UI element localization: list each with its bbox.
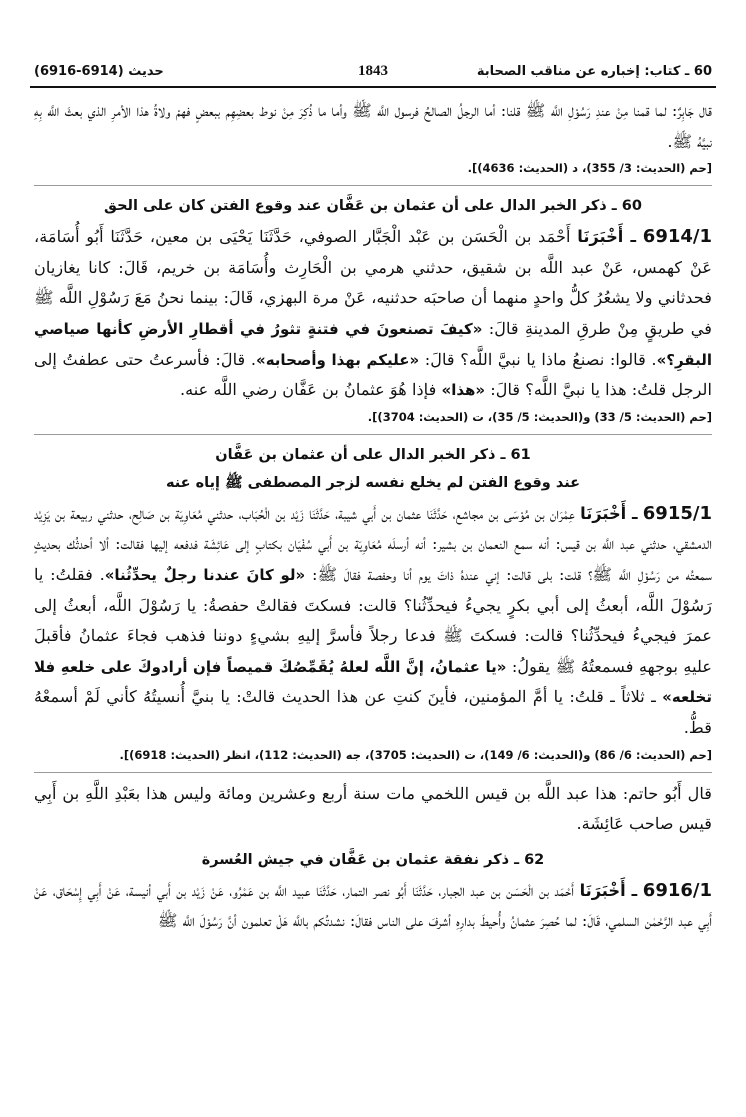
hadith-text: فإذا هُوَ عثمانُ بن عَفَّان رضي اللَّه عنه. (179, 380, 437, 400)
hadith-6915 (34, 499, 712, 744)
prophetic-quote: «كيفَ تصنعونَ في فتنةٍ تثورُ في أقطارِ الأرضِ كأنها صياصي البقرِ؟» (34, 319, 712, 369)
hadith-text: . فقلتُ: يا رَسُوْلَ اللَّه، أبعثُ إلى أبي بكرٍ يجيءُ فيحدِّثُنا؟ قالت: فسكتَ فقالتْ حفصةُ: يا رَسُوْلَ اللَّه، أبعثُ إلى عمرَ فيجيءُ فيحدِّثُنا؟ قالت: فسكتَ ﷺ فدعا رجلاً فأسرَّ إليهِ بشيءٍ دوننا فذهب فجاءَ عثمانُ فأقبلَ عليهِ بوجههِ فسمعتُهُ ﷺ يقولُ: (34, 564, 712, 676)
divider (34, 434, 712, 435)
hadith-text: . قالَ: فأسرعتُ حتى عطفتُ إلى الرجل قلتُ: هذا يا نبيَّ اللَّه؟ قالَ: (34, 349, 712, 400)
prophetic-quote: «يا عثمانُ، إنَّ اللَّه لعلهُ يُقَمِّصُكَ قميصاً فإن أرادوكَ على خلعهِ فلا تخلعه» (34, 657, 712, 707)
hadith-text: . قالوا: نصنعُ ماذا يا نبيَّ اللَّه؟ قالَ: (424, 349, 657, 369)
running-header (34, 58, 712, 84)
hadith-number: 6916/1 (642, 879, 712, 901)
section-title-62: 62 ـ ذكر نفقة عثمان بن عَفَّان في جيش العُسرة (201, 851, 545, 868)
akhbarana: ـ أَخْبَرَنَا (579, 880, 638, 900)
page-number: 1843 (358, 62, 388, 79)
section-title-60: 60 ـ ذكر الخبر الدال على أن عثمان بن عَفَّان عند وقوع الفتن كان على الحق (104, 198, 642, 215)
prophetic-quote: «عليكم بهذا وأصحابه» (256, 350, 420, 369)
hadith-text: ـ ثلاثاً ـ قلتُ: يا أمَّ المؤمنين، فأينَ كنتِ عن هذا الحديث قالتْ: يا بنيَّ أُنسيتُهُ كأني لَمْ أسمعْهُ قطُّ. (34, 687, 712, 737)
divider (34, 772, 712, 773)
prophetic-quote: «هذا» (441, 381, 486, 400)
hadith-number: 6914/1 (642, 226, 712, 248)
hadith-6916 (34, 876, 712, 937)
hadith-text: أَحْمَد بن الْحَسَن بن عبد الجبار، حَدَّثَنَا أَبُو نصر التمار، حَدَّثَنَا عبيد اللَّه بن عَمْرُو، عَنْ زَيْد بن أَبي أنيسة، عَنْ أَبِي إِسْحَاق، عَنْ أَبِي عبد الرَّحْمٰن السلمي، قَالَ: لما حُصِرَ عثمانُ وأُحيطَ بدارِهِ أشرفَ على الناس فقالَ: نشدتُكم باللَّه هَلْ تعلمون أنَّ رَسُوْلَ اللَّه ﷺ (34, 880, 712, 931)
paragraph-abu-hatim: قال أَبُو حاتم: هذا عبد اللَّه بن قيس اللخمي مات سنة أربع وعشرين ومائة وليس هذا بعَبْدِ اللَّهِ بن أَبِي قيس صاحب عَائِشَة. (34, 783, 712, 834)
header-chapter: 60 ـ كتاب: إخباره عن مناقب الصحابة (476, 63, 712, 79)
akhbarana: ـ أَخْبَرَنَا (577, 227, 637, 247)
divider (34, 185, 712, 186)
header-hadith-range: حديث (6914-6916) (34, 63, 164, 79)
header-rule (30, 86, 716, 88)
hadith-text: أَحْمَد بن الْحَسَن بن عَبْد الْجَبَّار الصوفي، حَدَّثَنَا يَحْيَى بن معين، حَدَّثَنَا أَبُو أُسَامَة، عَنْ كهمس، عَنْ عبد اللَّه بن شقيق، حدثني هرمي بن الْحَارِث وأُسَامَة بن خريم، قَالَ: كانا يغازيان فحدثاني ولا يشعُرُ كلُّ واحدٍ منهما أن صاحبَه حدثنيه، عَنْ مرة البهزي، قَالَ: بينما نحنُ مَعَ رَسُوْلِ اللَّه ﷺ في طريقٍ مِنْ طرقِ المدينةِ قالَ: (34, 227, 712, 338)
paragraph-jabir: قال جَابِرٌ: لما قمنا مِنْ عندِ رَسُوْلِ اللَّه ﷺ قلنا: أما الرجلُ الصالحُ فرسول اللَّه ﷺ وأما ما ذُكِرَ مِنْ نوط بعضِهِم ببعضٍ فهمْ ولاةُ هذا الأمرِ الذي بعثَ اللَّه بِهِ نبيَّهُ ﷺ. (34, 101, 712, 151)
section-title-61-line1: 61 ـ ذكر الخبر الدال على أن عثمان بن عَفَّان (215, 446, 531, 463)
hadith-text: عِمْرَان بن مُوْسَى بن مجاشع، حَدَّثَنَا عثمان بن أَبي شيبة، حَدَّثَنَا زَيْد بن الْحُبَاب، حدثني مُعَاوِيَة بن صَالِح، حدثني ربيعة بن يَزِيْد الدمشقي، حدثني عبد اللَّه بن قيس: أنه سمع النعمان بن بشير: أنه أرسلَه مُعَاوِيَة بن أَبي سُفْيَان بكتابٍ إلى عَائِشَة فدفعه إليها فقالت: ألا أحدثُك بحديثٍ سمعتُه من رَسُوْلِ اللَّه ﷺ؟ قلت: بلى قالت: إني عندهُ ذاتَ يوم أنا وحفصة فقالَ ﷺ: (34, 503, 712, 584)
hadith-number: 6915/1 (642, 502, 712, 524)
reference-note: [حم (الحديث: 6/ 86) و(الحديث: 6/ 149)، ت (الحديث: 3705)، جه (الحديث: 112)، انظر (الحديث: 6918)]. (119, 747, 712, 762)
section-title-61-line2: عند وقوع الفتن لم يخلع نفسه لزجر المصطفى ﷺ إياه عنه (165, 474, 581, 491)
page-body (34, 96, 712, 937)
hadith-6914 (34, 222, 712, 406)
prophetic-quote: «لو كانَ عندنا رجلٌ يحدِّثُنا» (104, 565, 306, 584)
akhbarana: ـ أَخْبَرَنَا (580, 503, 638, 523)
reference-note: [حم (الحديث: 3/ 355)، د (الحديث: 4636)]. (467, 161, 712, 176)
reference-note: [حم (الحديث: 5/ 33) و(الحديث: 5/ 35)، ت (الحديث: 3704)]. (367, 409, 712, 424)
